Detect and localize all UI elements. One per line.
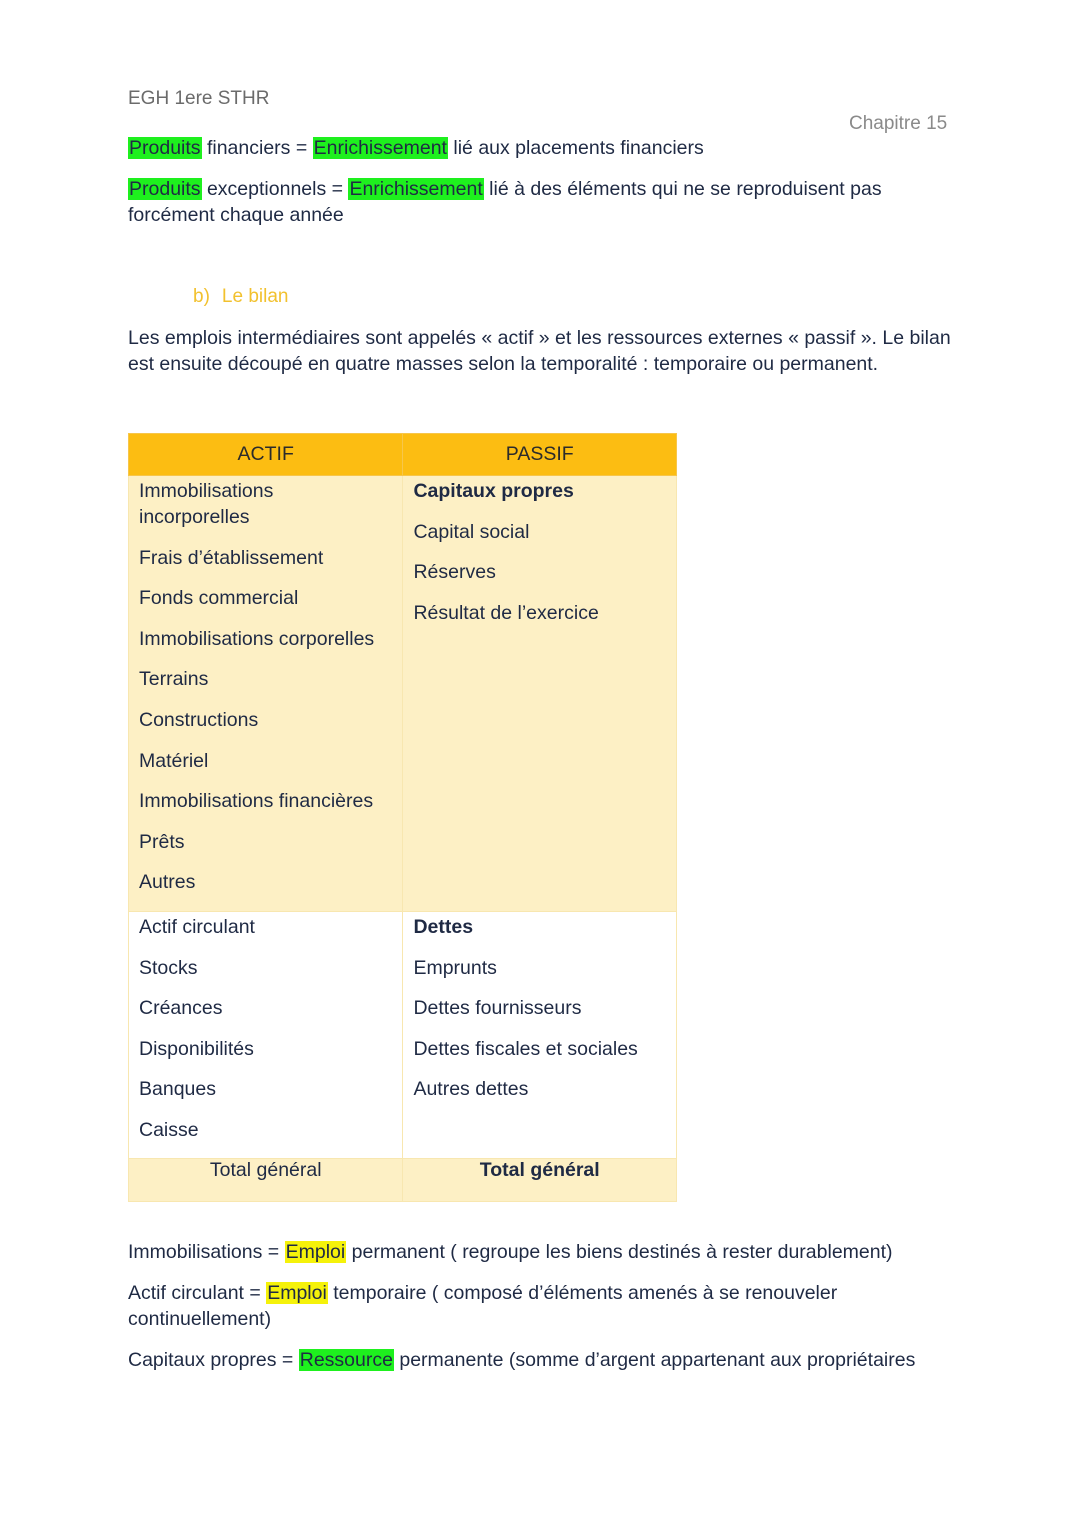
bilan-header-row — [129, 434, 677, 476]
actif-item: Constructions — [139, 708, 259, 731]
highlight-emploi: Emploi — [285, 1241, 346, 1263]
passif-item: Dettes fournisseurs — [413, 997, 582, 1020]
definition-actif-circulant: Actif circulant = Emploi temporaire ( composé d’éléments amenés à se renouveler continuellement) — [128, 1282, 838, 1330]
definition-produits-exceptionnels: Produits exceptionnels = Enrichissement lié à des éléments qui ne se reproduisent pas forcément chaque année — [128, 178, 882, 226]
definition-immobilisations: Immobilisations = Emploi permanent ( regroupe les biens destinés à rester durablement) — [128, 1241, 893, 1263]
total-passif: Total général — [403, 1158, 677, 1201]
section-heading-bilan — [193, 286, 288, 308]
actif-item: Prêts — [139, 830, 185, 853]
highlight-enrichissement: Enrichissement — [349, 178, 483, 200]
header-actif: ACTIF — [129, 434, 403, 476]
passif-item: Résultat de l’exercice — [413, 601, 599, 624]
actif-circulant-cell — [129, 912, 403, 1159]
actif-item: Créances — [139, 997, 223, 1020]
passif-dettes-cell — [403, 912, 677, 1159]
actif-item: Immobilisations corporelles — [139, 627, 375, 650]
actif-immobilisations-cell — [129, 476, 403, 912]
actif-item: Fonds commercial — [139, 587, 299, 610]
actif-item: Matériel — [139, 749, 209, 772]
actif-item: Actif circulant — [139, 916, 255, 938]
highlight-enrichissement: Enrichissement — [313, 137, 447, 159]
passif-heading: Dettes — [413, 916, 474, 938]
bilan-table — [128, 433, 677, 1202]
header-chapter-label: Chapitre 15 — [849, 113, 948, 134]
header-passif: PASSIF — [403, 434, 677, 476]
actif-item: Caisse — [139, 1118, 199, 1141]
section-number: b) — [193, 286, 210, 307]
definition-capitaux-propres: Capitaux propres = Ressource permanente (somme d’argent appartenant aux propriétaires — [128, 1349, 916, 1371]
actif-item: Frais d’établissement — [139, 546, 324, 569]
actif-item: Stocks — [139, 956, 198, 979]
actif-item: Disponibilités — [139, 1037, 254, 1060]
passif-item: Dettes fiscales et sociales — [413, 1037, 638, 1060]
highlight-ressource: Ressource — [299, 1349, 393, 1371]
actif-item: Terrains — [139, 668, 209, 691]
total-actif: Total général — [129, 1158, 403, 1201]
highlight-produits: Produits — [129, 178, 201, 200]
header-course-label: EGH 1ere STHR — [128, 88, 270, 109]
actif-item: Banques — [139, 1078, 216, 1101]
bilan-row-permanent — [129, 476, 677, 912]
intro-paragraph: Les emplois intermédiaires sont appelés « actif » et les ressources externes « passif ». Le bilan est ensuite découpé en quatre masses selon la temporalité : temporaire ou permanent. — [128, 327, 951, 375]
actif-item: Immobilisations incorporelles — [139, 480, 274, 528]
actif-item: Immobilisations financières — [139, 790, 374, 813]
passif-item: Réserves — [413, 561, 496, 584]
definition-produits-financiers: Produits financiers = Enrichissement lié aux placements financiers — [129, 137, 704, 159]
passif-item: Emprunts — [413, 956, 497, 979]
passif-heading: Capitaux propres — [413, 480, 574, 502]
section-title: Le bilan — [221, 286, 289, 307]
actif-item: Autres — [139, 871, 196, 894]
passif-item: Autres dettes — [413, 1078, 529, 1101]
passif-capitaux-cell — [403, 476, 677, 912]
highlight-emploi: Emploi — [267, 1282, 327, 1304]
passif-item: Capital social — [413, 520, 530, 543]
highlight-produits: Produits — [129, 137, 201, 159]
bilan-total-row — [129, 1158, 677, 1201]
bilan-row-temporaire — [129, 912, 677, 1159]
